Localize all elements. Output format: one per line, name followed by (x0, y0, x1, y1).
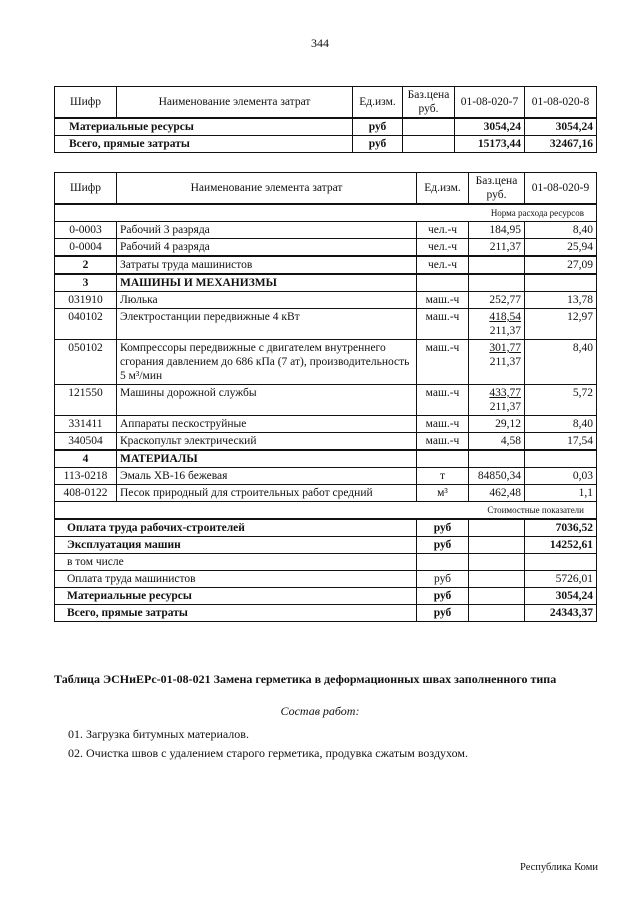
header-code: Шифр (55, 173, 117, 205)
row-code: 2 (55, 256, 117, 274)
header-col-8: 01-08-020-8 (525, 87, 597, 119)
row-price: 184,95 (469, 222, 525, 239)
table-row (55, 136, 597, 153)
footer-region: Республика Коми (520, 862, 598, 873)
row-unit: маш.-ч (417, 433, 469, 451)
row-name: Затраты труда машинистов (117, 256, 417, 274)
row-name: Машины дорожной службы (117, 385, 417, 416)
header-price: Баз.цена руб. (403, 87, 455, 119)
table-row (55, 222, 597, 239)
row-name: Рабочий 4 разряда (117, 239, 417, 257)
row-value: 5,72 (525, 385, 597, 416)
total-name: Всего, прямые затраты (55, 605, 417, 622)
row-unit: руб (353, 136, 403, 153)
row-code: 331411 (55, 416, 117, 433)
row-code: 0-0003 (55, 222, 117, 239)
total-value: 5726,01 (525, 571, 597, 588)
total-row (55, 537, 597, 554)
row-code: 040102 (55, 309, 117, 340)
total-row (55, 519, 597, 537)
row-code: 113-0218 (55, 468, 117, 485)
row-unit: м³ (417, 485, 469, 502)
header-price: Баз.цена руб. (469, 173, 525, 205)
total-unit: руб (417, 588, 469, 605)
total-name: Материальные ресурсы (55, 588, 417, 605)
table-row (55, 340, 597, 385)
row-name: Рабочий 3 разряда (117, 222, 417, 239)
row-value: 8,40 (525, 340, 597, 385)
total-value: 3054,24 (525, 588, 597, 605)
section-row (55, 274, 597, 292)
row-value: 0,03 (525, 468, 597, 485)
total-unit: руб (417, 537, 469, 554)
row-name: Эмаль ХВ-16 бежевая (117, 468, 417, 485)
row-unit: маш.-ч (417, 385, 469, 416)
total-unit: руб (417, 519, 469, 537)
total-row (55, 554, 597, 571)
cost-label: Стоимостные показатели (55, 502, 597, 520)
resource-table-2 (54, 172, 597, 622)
table-row (55, 256, 597, 274)
row-code: 4 (55, 450, 117, 468)
header-name: Наименование элемента затрат (117, 87, 353, 119)
row-name: Материальные ресурсы (55, 118, 353, 136)
row-code: 121550 (55, 385, 117, 416)
row-price: 301,77 (489, 342, 521, 354)
row-name: Всего, прямые затраты (55, 136, 353, 153)
total-value: 24343,37 (525, 605, 597, 622)
page-number: 344 (311, 36, 329, 50)
total-name: Эксплуатация машин (55, 537, 417, 554)
row-price: 211,37 (469, 239, 525, 257)
header-name: Наименование элемента затрат (117, 173, 417, 205)
section-title: МАШИНЫ И МЕХАНИЗМЫ (117, 274, 417, 292)
row-unit: т (417, 468, 469, 485)
section-row (55, 450, 597, 468)
total-name: Оплата труда машинистов (55, 571, 417, 588)
row-code: 050102 (55, 340, 117, 385)
row-code: 408-0122 (55, 485, 117, 502)
table-row (55, 433, 597, 451)
row-price: 29,12 (469, 416, 525, 433)
work-composition-label: Состав работ: (280, 704, 360, 718)
table-row (55, 485, 597, 502)
row-value: 15173,44 (455, 136, 525, 153)
header-code: Шифр (55, 87, 117, 119)
total-unit: руб (417, 571, 469, 588)
row-value: 32467,16 (525, 136, 597, 153)
section-heading: Таблица ЭСНиЕРс-01-08-021 Замена герметика в деформационных швах заполненного типа (54, 672, 557, 686)
table-row (55, 292, 597, 309)
row-unit: чел.-ч (417, 239, 469, 257)
row-price: 84850,34 (469, 468, 525, 485)
row-price: 462,48 (469, 485, 525, 502)
row-name: Электростанции передвижные 4 кВт (117, 309, 417, 340)
row-value: 27,09 (525, 256, 597, 274)
row-price: 433,77 (489, 387, 521, 399)
table-row (55, 239, 597, 257)
row-value: 8,40 (525, 222, 597, 239)
row-name: Компрессоры передвижные с двигателем внутреннего сгорания давлением до 686 кПа (7 ат), производительность 5 м³/мин (117, 340, 417, 385)
row-name: Песок природный для строительных работ средний (117, 485, 417, 502)
header-col-9: 01-08-020-9 (525, 173, 597, 205)
row-code: 0-0004 (55, 239, 117, 257)
row-value: 12,97 (525, 309, 597, 340)
row-price-secondary: 211,37 (489, 401, 521, 413)
row-unit: маш.-ч (417, 416, 469, 433)
work-item: 01. Загрузка битумных материалов. (68, 727, 249, 741)
header-unit: Ед.изм. (417, 173, 469, 205)
section-title: МАТЕРИАЛЫ (117, 450, 417, 468)
row-unit: маш.-ч (417, 292, 469, 309)
row-price: 418,54 (489, 311, 521, 323)
row-unit: маш.-ч (417, 340, 469, 385)
row-value: 3054,24 (525, 118, 597, 136)
row-code: 340504 (55, 433, 117, 451)
row-price (469, 256, 525, 274)
row-value: 8,40 (525, 416, 597, 433)
table-row (55, 118, 597, 136)
summary-table-1 (54, 86, 597, 153)
norm-label: Норма расхода ресурсов (55, 204, 597, 222)
table-row (55, 468, 597, 485)
total-name: Оплата труда рабочих-строителей (55, 519, 417, 537)
row-name: Краскопульт электрический (117, 433, 417, 451)
row-price-secondary: 211,37 (489, 325, 521, 337)
header-col-7: 01-08-020-7 (455, 87, 525, 119)
row-value: 1,1 (525, 485, 597, 502)
total-name: в том числе (55, 554, 417, 571)
work-item: 02. Очистка швов с удалением старого герметика, продувка сжатым воздухом. (68, 746, 468, 760)
table-row (55, 385, 597, 416)
total-unit: руб (417, 605, 469, 622)
total-value: 14252,61 (525, 537, 597, 554)
total-row (55, 571, 597, 588)
row-unit: маш.-ч (417, 309, 469, 340)
row-name: Люлька (117, 292, 417, 309)
row-code: 031910 (55, 292, 117, 309)
row-unit: руб (353, 118, 403, 136)
total-row (55, 588, 597, 605)
total-value: 7036,52 (525, 519, 597, 537)
row-value: 17,54 (525, 433, 597, 451)
table-row (55, 309, 597, 340)
row-value: 13,78 (525, 292, 597, 309)
header-unit: Ед.изм. (353, 87, 403, 119)
total-row (55, 605, 597, 622)
row-price: 252,77 (469, 292, 525, 309)
row-value: 3054,24 (455, 118, 525, 136)
row-unit: чел.-ч (417, 256, 469, 274)
table-row (55, 416, 597, 433)
row-price: 4,58 (469, 433, 525, 451)
row-code: 3 (55, 274, 117, 292)
row-unit: чел.-ч (417, 222, 469, 239)
row-price-secondary: 211,37 (489, 356, 521, 368)
row-value: 25,94 (525, 239, 597, 257)
row-name: Аппараты пескоструйные (117, 416, 417, 433)
